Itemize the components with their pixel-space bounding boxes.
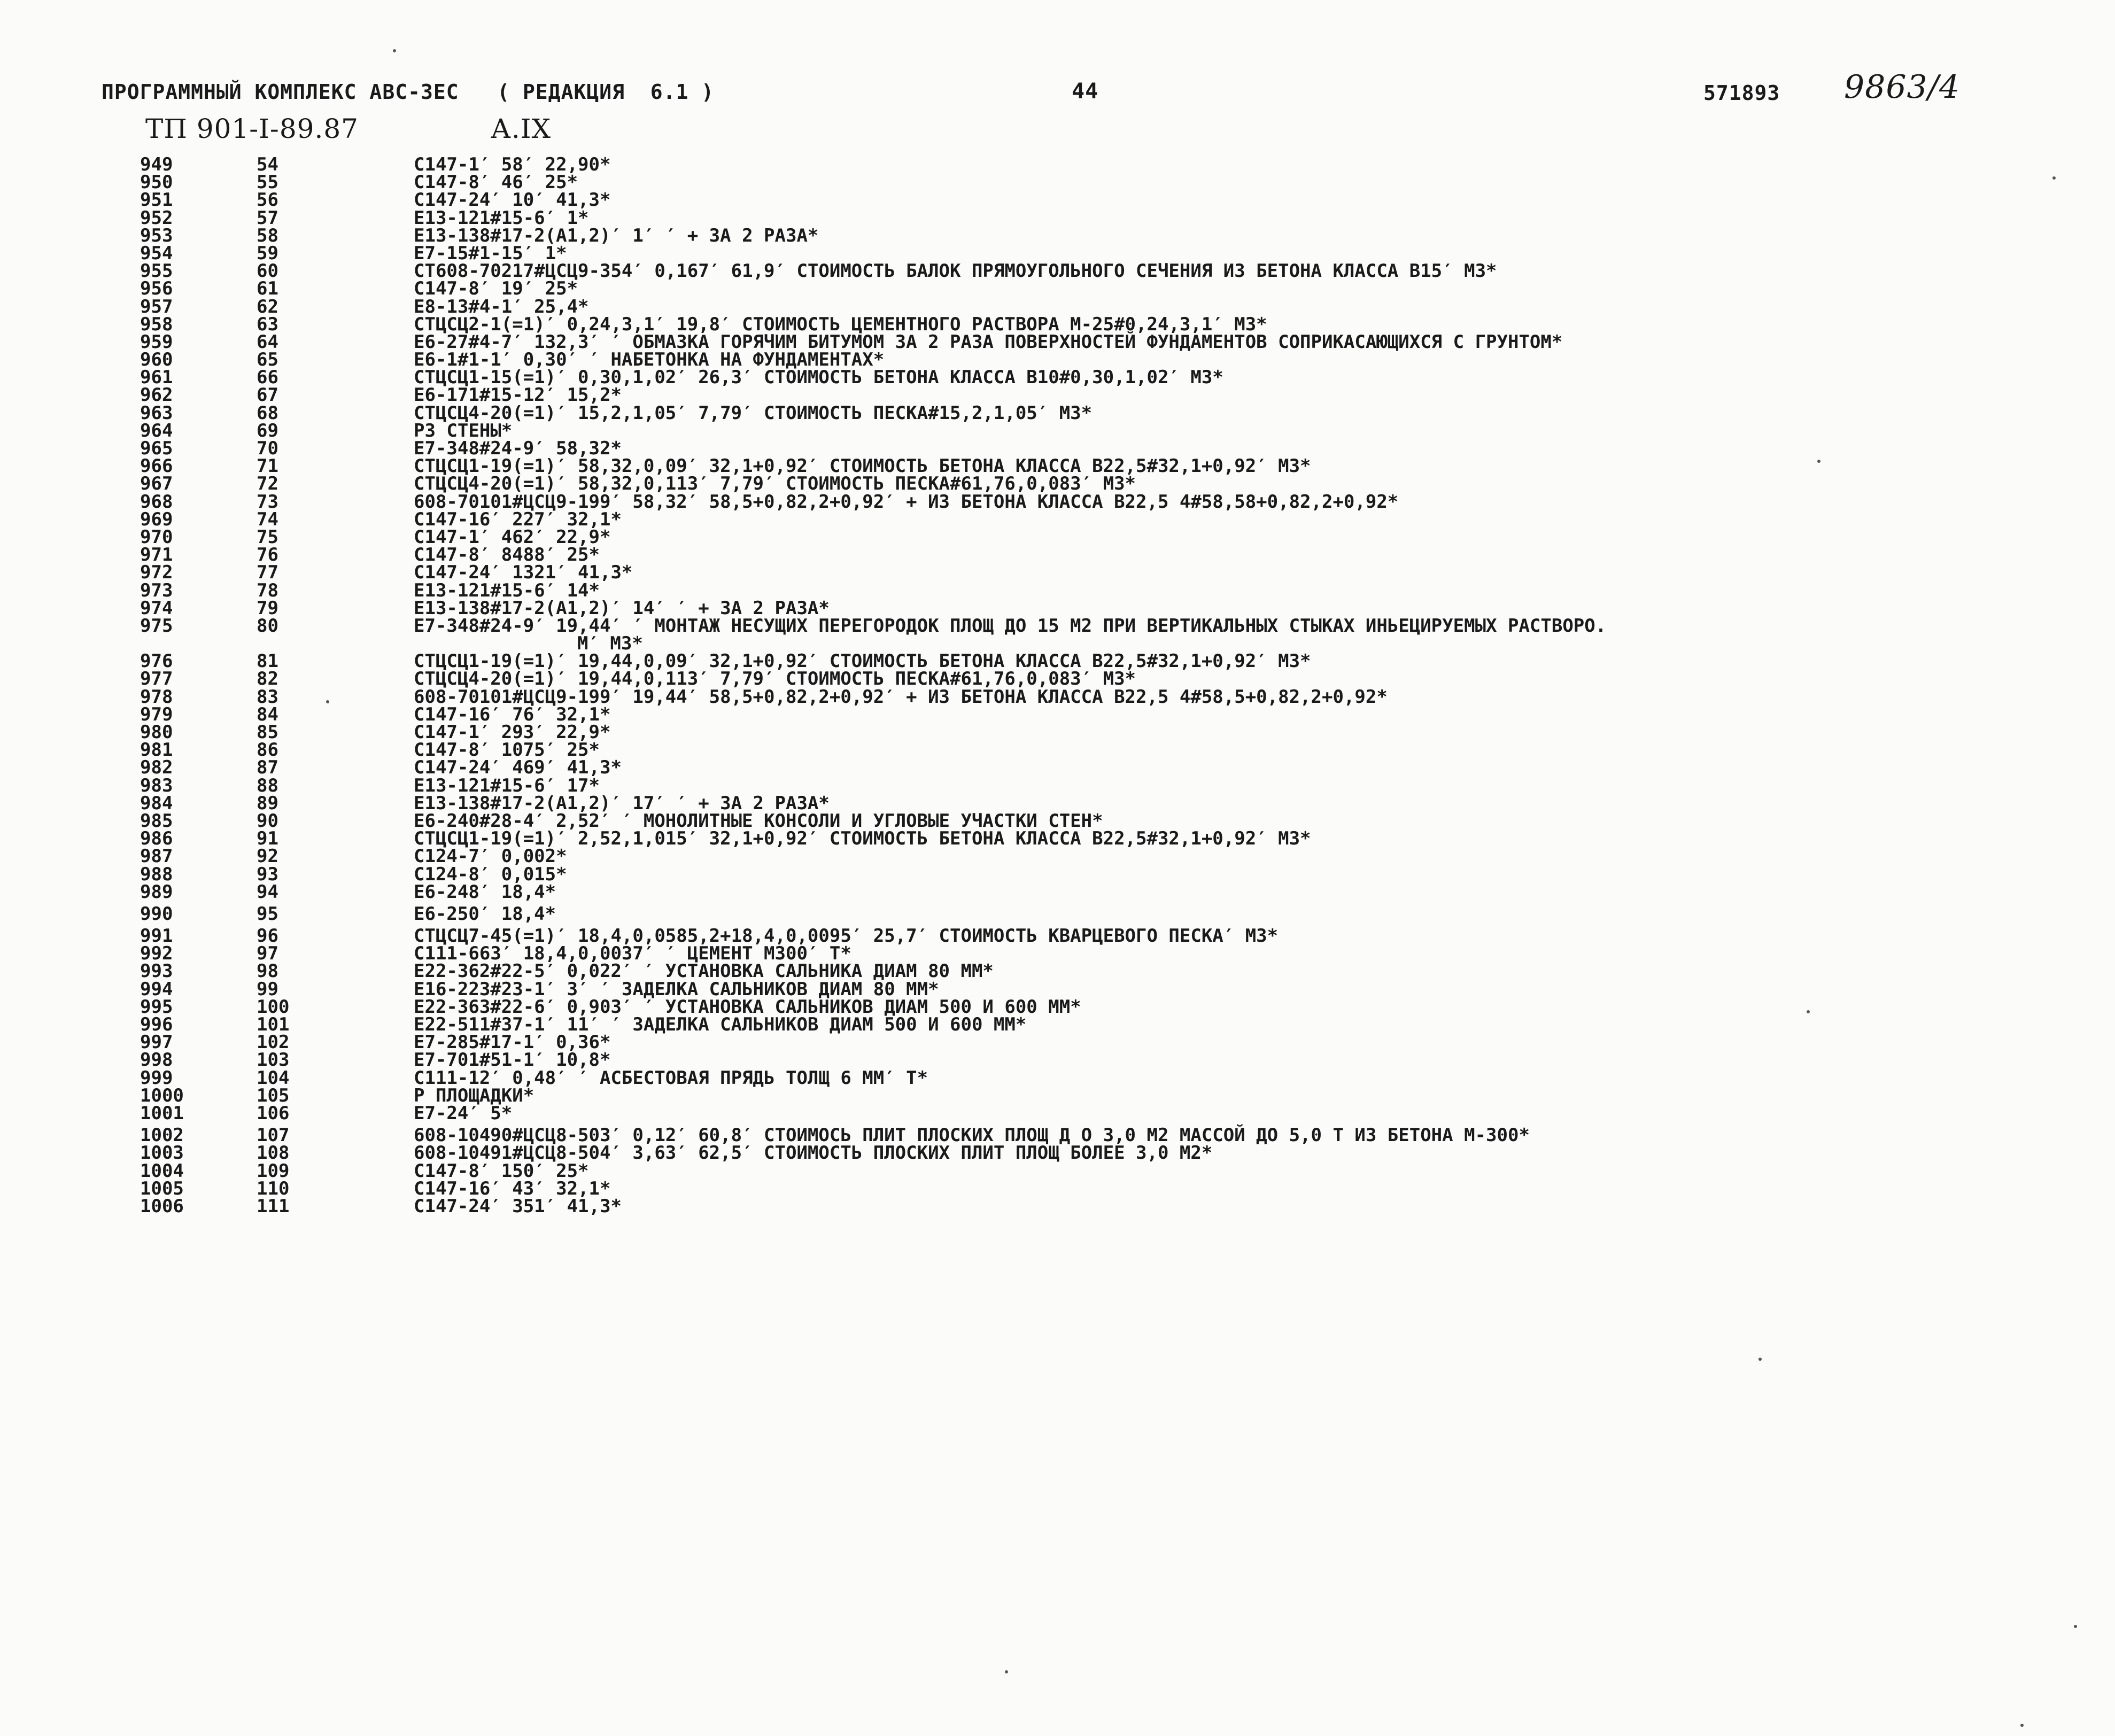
row-text: Е13-138#17-2(А1,2)′ 14′ ′ + ЗА 2 РАЗА* bbox=[414, 597, 830, 619]
row-text: С111-12′ 0,48′ ′ АСБЕСТОВАЯ ПРЯДЬ ТОЛЩ 6 ММ′ Т* bbox=[414, 1067, 928, 1089]
listing-row bbox=[0, 1177, 2115, 1199]
row-number: 957 bbox=[140, 296, 173, 317]
row-number: 952 bbox=[140, 207, 173, 229]
row-text: Е22-363#22-6′ 0,903′ ′ УСТАНОВКА САЛЬНИКОВ ДИАМ 500 И 600 ММ* bbox=[414, 996, 1081, 1018]
tp-code: ТП 901-I-89.87 bbox=[145, 113, 359, 144]
row-number: 984 bbox=[140, 792, 173, 814]
row-number: 988 bbox=[140, 863, 173, 885]
listing-row bbox=[0, 741, 2115, 759]
row-index: 87 bbox=[257, 757, 278, 779]
listing-row bbox=[0, 1144, 2115, 1162]
listing-row bbox=[0, 546, 2115, 564]
row-number: 961 bbox=[140, 367, 173, 389]
row-index: 76 bbox=[257, 544, 278, 566]
listing-body bbox=[0, 156, 2115, 1215]
listing-row bbox=[0, 174, 2115, 191]
row-number: 1004 bbox=[140, 1160, 184, 1182]
listing-row bbox=[0, 830, 2115, 848]
row-index: 86 bbox=[257, 739, 278, 761]
row-number: 1003 bbox=[140, 1142, 184, 1164]
program-header: ПРОГРАММНЫЙ КОМПЛЕКС АВС-ЗЕС ( РЕДАКЦИЯ 6.1 ) bbox=[102, 80, 715, 104]
row-index: 102 bbox=[257, 1032, 290, 1053]
row-index: 58 bbox=[257, 224, 278, 246]
row-number: 965 bbox=[140, 438, 173, 459]
listing-row bbox=[0, 313, 2115, 335]
row-index: 94 bbox=[257, 881, 278, 903]
row-index: 71 bbox=[257, 455, 278, 477]
row-text: С147-8′ 150′ 25* bbox=[414, 1160, 589, 1182]
row-number: 955 bbox=[140, 260, 173, 282]
row-text: Е13-121#15-6′ 14* bbox=[414, 579, 600, 601]
row-text: Е6-240#28-4′ 2,52′ ′ МОНОЛИТНЫЕ КОНСОЛИ И УГЛОВЫЕ УЧАСТКИ СТЕН* bbox=[414, 810, 1103, 832]
row-number: 1000 bbox=[140, 1084, 184, 1106]
scan-speck bbox=[1758, 1358, 1762, 1361]
listing-row bbox=[0, 978, 2115, 1000]
listing-row bbox=[0, 191, 2115, 209]
scan-speck bbox=[2020, 1724, 2024, 1727]
row-index: 99 bbox=[257, 978, 278, 1000]
listing-row bbox=[0, 262, 2115, 280]
row-text: С147-24′ 351′ 41,3* bbox=[414, 1195, 622, 1217]
row-number: 980 bbox=[140, 722, 173, 743]
row-text: СТЦСЦ4-20(=1)′ 58,32,0,113′ 7,79′ СТОИМОСТЬ ПЕСКА#61,76,0,083′ М3* bbox=[414, 473, 1136, 495]
row-index: 96 bbox=[257, 925, 278, 947]
row-index: 97 bbox=[257, 943, 278, 965]
row-index: 55 bbox=[257, 172, 278, 193]
row-number: 974 bbox=[140, 597, 173, 619]
listing-row bbox=[0, 883, 2115, 901]
listing-row bbox=[0, 1016, 2115, 1034]
row-number: 978 bbox=[140, 686, 173, 708]
row-index: 77 bbox=[257, 562, 278, 584]
row-number: 958 bbox=[140, 313, 173, 335]
row-number: 973 bbox=[140, 579, 173, 601]
listing-row bbox=[0, 331, 2115, 353]
row-index: 106 bbox=[257, 1102, 290, 1124]
listing-row bbox=[0, 703, 2115, 725]
listing-row bbox=[0, 207, 2115, 229]
row-index: 60 bbox=[257, 260, 278, 282]
row-text: С111-663′ 18,4,0,0037′ ′ ЦЕМЕНТ М300′ Т* bbox=[414, 943, 851, 965]
row-index: 66 bbox=[257, 367, 278, 389]
scan-speck bbox=[1005, 1670, 1008, 1673]
row-text: С147-16′ 43′ 32,1* bbox=[414, 1177, 611, 1199]
row-text: 608-70101#ЦСЦ9-199′ 19,44′ 58,5+0,82,2+0,92′ + ИЗ БЕТОНА КЛАССА В22,5 4#58,5+0,82,2+0,92* bbox=[414, 686, 1388, 708]
row-index: 83 bbox=[257, 686, 278, 708]
listing-row bbox=[0, 1102, 2115, 1124]
row-index: 108 bbox=[257, 1142, 290, 1164]
row-number: 971 bbox=[140, 544, 173, 566]
row-number: 985 bbox=[140, 810, 173, 832]
row-text: С147-16′ 227′ 32,1* bbox=[414, 508, 622, 530]
row-index: 67 bbox=[257, 384, 278, 406]
row-text: Р ПЛОЩАДКИ* bbox=[414, 1084, 534, 1106]
row-number: 968 bbox=[140, 491, 173, 513]
scan-speck bbox=[1807, 1010, 1810, 1013]
row-index: 84 bbox=[257, 703, 278, 725]
listing-row bbox=[0, 1034, 2115, 1051]
row-index: 62 bbox=[257, 296, 278, 317]
listing-row bbox=[0, 422, 2115, 440]
row-index: 89 bbox=[257, 792, 278, 814]
listing-row bbox=[0, 905, 2115, 923]
listing-row bbox=[0, 774, 2115, 796]
row-text: Е22-511#37-1′ 11′ ′ ЗАДЕЛКА САЛЬНИКОВ ДИАМ 500 И 600 ММ* bbox=[414, 1014, 1027, 1035]
row-index: 107 bbox=[257, 1125, 290, 1146]
row-number: 990 bbox=[140, 903, 173, 925]
row-text: С147-1′ 58′ 22,90* bbox=[414, 154, 611, 175]
row-index: 57 bbox=[257, 207, 278, 229]
scan-speck bbox=[2052, 176, 2056, 180]
row-number: 992 bbox=[140, 943, 173, 965]
row-number: 991 bbox=[140, 925, 173, 947]
row-index: 98 bbox=[257, 960, 278, 982]
row-number: 959 bbox=[140, 331, 173, 353]
row-number: 989 bbox=[140, 881, 173, 903]
listing-row bbox=[0, 224, 2115, 246]
row-number: 983 bbox=[140, 774, 173, 796]
row-index: 88 bbox=[257, 774, 278, 796]
listing-row bbox=[0, 724, 2115, 741]
row-index: 78 bbox=[257, 579, 278, 601]
listing-row bbox=[0, 156, 2115, 174]
row-index: 54 bbox=[257, 154, 278, 175]
row-number: 950 bbox=[140, 172, 173, 193]
row-index: 93 bbox=[257, 863, 278, 885]
row-index: 80 bbox=[257, 615, 278, 637]
row-index: 75 bbox=[257, 526, 278, 548]
listing-row bbox=[0, 792, 2115, 814]
row-text: Е6-27#4-7′ 132,3′ ′ ОБМАЗКА ГОРЯЧИМ БИТУМОМ ЗА 2 РАЗА ПОВЕРХНОСТЕЙ ФУНДАМЕНТОВ СОПРИКАСАЮЩИХСЯ С ГРУНТОМ* bbox=[414, 331, 1563, 353]
row-index: 91 bbox=[257, 828, 278, 850]
row-index: 111 bbox=[257, 1195, 290, 1217]
document-code: 571893 bbox=[1703, 81, 1780, 105]
row-index: 72 bbox=[257, 473, 278, 495]
listing-row bbox=[0, 945, 2115, 963]
row-text: Е6-1#1-1′ 0,30′ ′ НАБЕТОНКА НА ФУНДАМЕНТАХ* bbox=[414, 349, 885, 371]
listing-row bbox=[0, 759, 2115, 777]
handwritten-note: 9863/4 bbox=[1844, 68, 1961, 106]
row-index: 68 bbox=[257, 402, 278, 424]
row-text: Е16-223#23-1′ 3′ ′ ЗАДЕЛКА САЛЬНИКОВ ДИАМ 80 ММ* bbox=[414, 978, 939, 1000]
row-text: СТЦСЦ1-19(=1)′ 2,52,1,015′ 32,1+0,92′ СТОИМОСТЬ БЕТОНА КЛАССА В22,5#32,1+0,92′ М3* bbox=[414, 828, 1311, 850]
row-number: 982 bbox=[140, 757, 173, 779]
row-number: 964 bbox=[140, 420, 173, 441]
row-number: 970 bbox=[140, 526, 173, 548]
album-label: А.IX bbox=[491, 113, 552, 144]
listing-row bbox=[0, 960, 2115, 982]
row-number: 956 bbox=[140, 278, 173, 300]
row-index: 100 bbox=[257, 996, 290, 1018]
listing-row bbox=[0, 1051, 2115, 1069]
row-index: 73 bbox=[257, 491, 278, 513]
row-text: С147-24′ 1321′ 41,3* bbox=[414, 562, 633, 584]
listing-row bbox=[0, 927, 2115, 945]
page-number: 44 bbox=[1072, 79, 1099, 104]
row-number: 981 bbox=[140, 739, 173, 761]
row-index: 64 bbox=[257, 331, 278, 353]
row-number: 998 bbox=[140, 1049, 173, 1071]
row-number: 996 bbox=[140, 1014, 173, 1035]
row-number: 986 bbox=[140, 828, 173, 850]
row-number: 997 bbox=[140, 1032, 173, 1053]
row-index: 105 bbox=[257, 1084, 290, 1106]
row-text: Е8-13#4-1′ 25,4* bbox=[414, 296, 589, 317]
listing-row bbox=[0, 998, 2115, 1016]
row-text: Е6-171#15-12′ 15,2* bbox=[414, 384, 622, 406]
row-number: 951 bbox=[140, 189, 173, 211]
row-index: 103 bbox=[257, 1049, 290, 1071]
row-text: Е7-15#1-15′ 1* bbox=[414, 242, 567, 264]
row-text: С124-8′ 0,015* bbox=[414, 863, 567, 885]
row-text: С147-8′ 1075′ 25* bbox=[414, 739, 600, 761]
row-index: 101 bbox=[257, 1014, 290, 1035]
row-text: 608-10490#ЦСЦ8-503′ 0,12′ 60,8′ СТОИМОСЬ ПЛИТ ПЛОСКИХ ПЛОЩ Д О 3,0 М2 МАССОЙ ДО 5,0 Т ИЗ БЕТОНА М-300* bbox=[414, 1125, 1530, 1146]
listing-row bbox=[0, 617, 2115, 635]
listing-row bbox=[0, 280, 2115, 298]
row-index: 65 bbox=[257, 349, 278, 371]
row-text: Е7-348#24-9′ 58,32* bbox=[414, 438, 622, 459]
listing-row bbox=[0, 402, 2115, 424]
row-index: 95 bbox=[257, 903, 278, 925]
listing-row bbox=[0, 848, 2115, 865]
row-text: Р3 СТЕНЫ* bbox=[414, 420, 513, 441]
listing-row bbox=[0, 1084, 2115, 1106]
row-index: 110 bbox=[257, 1177, 290, 1199]
row-number: 994 bbox=[140, 978, 173, 1000]
row-text: Е6-250′ 18,4* bbox=[414, 903, 556, 925]
row-number: 976 bbox=[140, 650, 173, 672]
row-text: Е7-285#17-1′ 0,36* bbox=[414, 1032, 611, 1053]
listing-row bbox=[0, 1067, 2115, 1089]
row-text: Е13-138#17-2(А1,2)′ 1′ ′ + ЗА 2 РАЗА* bbox=[414, 224, 819, 246]
row-number: 967 bbox=[140, 473, 173, 495]
row-number: 960 bbox=[140, 349, 173, 371]
row-index: 92 bbox=[257, 846, 278, 867]
row-index: 56 bbox=[257, 189, 278, 211]
row-text: С147-1′ 462′ 22,9* bbox=[414, 526, 611, 548]
row-index: 82 bbox=[257, 668, 278, 690]
row-text: СТЦСЦ4-20(=1)′ 19,44,0,113′ 7,79′ СТОИМОСТЬ ПЕСКА#61,76,0,083′ М3* bbox=[414, 668, 1136, 690]
row-number: 949 bbox=[140, 154, 173, 175]
scan-speck bbox=[393, 49, 396, 52]
row-text: Е13-121#15-6′ 17* bbox=[414, 774, 600, 796]
row-index: 109 bbox=[257, 1160, 290, 1182]
listing-row bbox=[0, 475, 2115, 493]
row-text: Е7-348#24-9′ 19,44′ ′ МОНТАЖ НЕСУЩИХ ПЕРЕГОРОДОК ПЛОЩ ДО 15 М2 ПРИ ВЕРТИКАЛЬНЫХ СТЫКАХ ИНЬЕЦИРУЕМЫХ РАСТВОРО. bbox=[414, 615, 1607, 637]
row-text: 608-70101#ЦСЦ9-199′ 58,32′ 58,5+0,82,2+0,92′ + ИЗ БЕТОНА КЛАССА В22,5 4#58,58+0,82,2+0,92* bbox=[414, 491, 1399, 513]
listing-row bbox=[0, 670, 2115, 688]
row-text: СТЦСЦ4-20(=1)′ 15,2,1,05′ 7,79′ СТОИМОСТЬ ПЕСКА#15,2,1,05′ М3* bbox=[414, 402, 1093, 424]
row-index: 85 bbox=[257, 722, 278, 743]
row-number: 954 bbox=[140, 242, 173, 264]
row-number: 972 bbox=[140, 562, 173, 584]
row-text: Е6-248′ 18,4* bbox=[414, 881, 556, 903]
row-text: Е7-701#51-1′ 10,8* bbox=[414, 1049, 611, 1071]
row-index: 61 bbox=[257, 278, 278, 300]
row-number: 963 bbox=[140, 402, 173, 424]
row-index: 63 bbox=[257, 313, 278, 335]
row-index: 59 bbox=[257, 242, 278, 264]
row-text: С147-24′ 10′ 41,3* bbox=[414, 189, 611, 211]
listing-row bbox=[0, 863, 2115, 885]
listing-row bbox=[0, 597, 2115, 619]
row-number: 1006 bbox=[140, 1195, 184, 1217]
row-index: 81 bbox=[257, 650, 278, 672]
row-index: 90 bbox=[257, 810, 278, 832]
row-text: С147-8′ 46′ 25* bbox=[414, 172, 578, 193]
row-text: СТЦСЦ1-19(=1)′ 58,32,0,09′ 32,1+0,92′ СТОИМОСТЬ БЕТОНА КЛАССА В22,5#32,1+0,92′ М3* bbox=[414, 455, 1311, 477]
row-number: 966 bbox=[140, 455, 173, 477]
row-index: 104 bbox=[257, 1067, 290, 1089]
row-text: С147-24′ 469′ 41,3* bbox=[414, 757, 622, 779]
listing-row bbox=[0, 298, 2115, 316]
row-number: 979 bbox=[140, 703, 173, 725]
row-text: С147-16′ 76′ 32,1* bbox=[414, 703, 611, 725]
listing-row bbox=[0, 1195, 2115, 1217]
row-text: СТЦСЦ1-19(=1)′ 19,44,0,09′ 32,1+0,92′ СТОИМОСТЬ БЕТОНА КЛАССА В22,5#32,1+0,92′ М3* bbox=[414, 650, 1311, 672]
row-text: СТЦСЦ7-45(=1)′ 18,4,0,0585,2+18,4,0,0095′ 25,7′ СТОИМОСТЬ КВАРЦЕВОГО ПЕСКА′ М3* bbox=[414, 925, 1279, 947]
listing-row bbox=[0, 688, 2115, 706]
listing-row bbox=[0, 1162, 2115, 1180]
row-number: 1005 bbox=[140, 1177, 184, 1199]
listing-row bbox=[0, 526, 2115, 548]
listing-row bbox=[0, 579, 2115, 601]
listing-row bbox=[0, 508, 2115, 530]
row-number: 962 bbox=[140, 384, 173, 406]
row-number: 993 bbox=[140, 960, 173, 982]
row-text: С147-8′ 19′ 25* bbox=[414, 278, 578, 300]
row-text: СТ608-70217#ЦСЦ9-354′ 0,167′ 61,9′ СТОИМОСТЬ БАЛОК ПРЯМОУГОЛЬНОГО СЕЧЕНИЯ ИЗ БЕТОНА КЛАССА В15′ М3* bbox=[414, 260, 1497, 282]
scan-speck bbox=[1817, 460, 1820, 463]
row-text: Е13-121#15-6′ 1* bbox=[414, 207, 589, 229]
row-text: Е22-362#22-5′ 0,022′ ′ УСТАНОВКА САЛЬНИКА ДИАМ 80 ММ* bbox=[414, 960, 994, 982]
row-text: Е13-138#17-2(А1,2)′ 17′ ′ + ЗА 2 РАЗА* bbox=[414, 792, 830, 814]
row-text: С147-8′ 8488′ 25* bbox=[414, 544, 600, 566]
row-text: М′ М3* bbox=[577, 633, 643, 655]
row-text: 608-10491#ЦСЦ8-504′ 3,63′ 62,5′ СТОИМОСТЬ ПЛОСКИХ ПЛИТ ПЛОЩ БОЛЕЕ 3,0 М2* bbox=[414, 1142, 1213, 1164]
scan-speck bbox=[326, 700, 329, 703]
row-number: 1001 bbox=[140, 1102, 184, 1124]
row-text: С124-7′ 0,002* bbox=[414, 846, 567, 867]
row-number: 999 bbox=[140, 1067, 173, 1089]
listing-row bbox=[0, 564, 2115, 582]
listing-row bbox=[0, 386, 2115, 404]
row-number: 995 bbox=[140, 996, 173, 1018]
row-index: 70 bbox=[257, 438, 278, 459]
row-number: 977 bbox=[140, 668, 173, 690]
scan-speck bbox=[2074, 1625, 2077, 1628]
row-number: 975 bbox=[140, 615, 173, 637]
row-text: С147-1′ 293′ 22,9* bbox=[414, 722, 611, 743]
row-number: 969 bbox=[140, 508, 173, 530]
row-text: СТЦСЦ1-15(=1)′ 0,30,1,02′ 26,3′ СТОИМОСТЬ БЕТОНА КЛАССА В10#0,30,1,02′ М3* bbox=[414, 367, 1223, 389]
listing-row bbox=[0, 493, 2115, 511]
row-number: 953 bbox=[140, 224, 173, 246]
row-index: 74 bbox=[257, 508, 278, 530]
row-number: 987 bbox=[140, 846, 173, 867]
row-text: СТЦСЦ2-1(=1)′ 0,24,3,1′ 19,8′ СТОИМОСТЬ ЦЕМЕНТНОГО РАСТВОРА М-25#0,24,3,1′ М3* bbox=[414, 313, 1267, 335]
row-text: Е7-24′ 5* bbox=[414, 1102, 513, 1124]
row-index: 69 bbox=[257, 420, 278, 441]
row-index: 79 bbox=[257, 597, 278, 619]
listing-row bbox=[0, 367, 2115, 389]
row-number: 1002 bbox=[140, 1125, 184, 1146]
